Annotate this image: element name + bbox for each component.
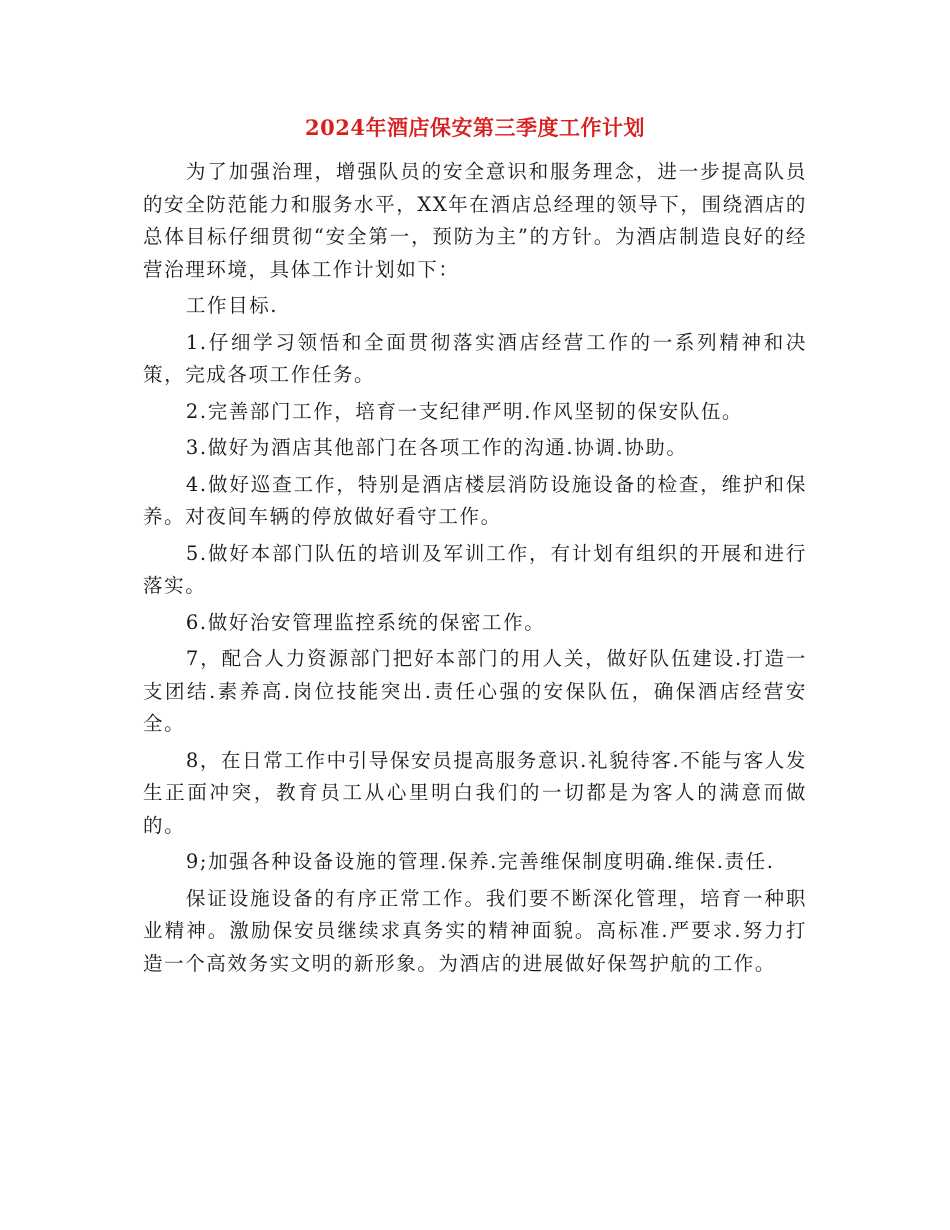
list-item-7: 7，配合人力资源部门把好本部门的用人关，做好队伍建设.打造一支团结.素养高.岗位技能突出.责任心强的安保队伍，确保酒店经营安全。	[143, 647, 807, 735]
list-item-9: 9;加强各种设备设施的管理.保养.完善维保制度明确.维保.责任.	[185, 850, 775, 873]
list-item-4: 4.做好巡查工作，特别是酒店楼层消防设施设备的检查，维护和保养。对夜间车辆的停放做好看守工作。	[143, 472, 807, 528]
list-item-1: 1.仔细学习领悟和全面贯彻落实酒店经营工作的一系列精神和决策，完成各项工作任务。	[143, 330, 807, 386]
closing-paragraph: 保证设施设备的有序正常工作。我们要不断深化管理，培育一种职业精神。激励保安员继续求真务实的精神面貌。高标准.严要求.努力打造一个高效务实文明的新形象。为酒店的进展做好保驾护航的工作。	[143, 886, 807, 975]
section-heading: 工作目标.	[185, 294, 279, 317]
list-item-2: 2.完善部门工作，培育一支纪律严明.作风坚韧的保安队伍。	[185, 399, 743, 423]
list-item-5: 5.做好本部门队伍的培训及军训工作，有计划有组织的开展和进行落实。	[143, 541, 807, 597]
intro-paragraph: 为了加强治理，增强队员的安全意识和服务理念，进一步提高队员的安全防范能力和服务水平，XX年在酒店总经理的领导下，围绕酒店的总体目标仔细贯彻“安全第一，预防为主”的方针。为酒店制造良好的经营治理环境，具体工作计划如下：	[143, 160, 807, 281]
document-title: 2024年酒店保安第三季度工作计划	[305, 115, 645, 140]
document-body	[143, 156, 807, 984]
list-item-6: 6.做好治安管理监控系统的保密工作。	[185, 610, 546, 634]
list-item-3: 3.做好为酒店其他部门在各项工作的沟通.协调.协助。	[185, 436, 688, 459]
list-item-8: 8，在日常工作中引导保安员提高服务意识.礼貌待客.不能与客人发生正面冲突，教育员工从心里明白我们的一切都是为客人的满意而做的。	[143, 748, 807, 837]
